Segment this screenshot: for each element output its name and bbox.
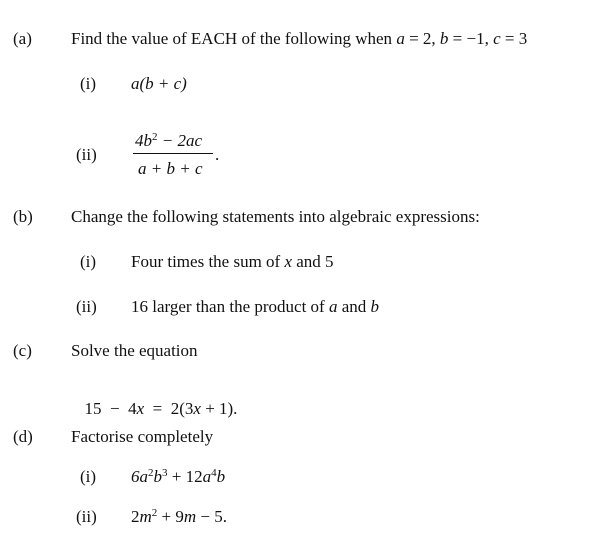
- part-a-ii-label: (ii): [76, 145, 97, 164]
- part-a-i-expression: a(b + c): [131, 74, 187, 93]
- exp: 2: [148, 467, 154, 479]
- exp: 4: [211, 467, 217, 479]
- part-a-question-text: Find the value of EACH of the following when: [71, 29, 393, 48]
- part-b-label: (b): [13, 207, 33, 226]
- var-b: b: [370, 297, 380, 316]
- part-a-ii-period: .: [215, 145, 220, 164]
- var-a: a: [328, 297, 338, 316]
- var-a: a: [396, 29, 405, 48]
- equation-lhs-num: 15 − 4: [84, 399, 137, 418]
- term-b: b: [216, 467, 226, 486]
- eq-c: = 3: [500, 29, 528, 48]
- var-x: x: [136, 399, 145, 418]
- fraction-bar: [133, 153, 213, 154]
- part-a-ii-numerator: [135, 132, 202, 149]
- plus-9: + 9: [157, 507, 184, 526]
- exp: 3: [162, 467, 168, 479]
- part-a-question: [71, 30, 527, 47]
- part-b-i-pre: Four times the sum of: [131, 252, 285, 271]
- eq-b: = −1,: [448, 29, 494, 48]
- part-d-i-label: (i): [80, 467, 97, 486]
- part-b-ii-text: [131, 298, 379, 315]
- part-a-ii-denominator: a + b + c: [138, 159, 203, 178]
- part-d-ii-label: (ii): [76, 507, 97, 526]
- part-d-i-expression: [131, 468, 225, 485]
- equation-eq: = 2(3: [144, 399, 194, 418]
- part-b-ii-pre: 16 larger than the product of: [131, 297, 329, 316]
- part-b-ii-label: (ii): [76, 297, 97, 316]
- part-d-ii-expression: [131, 508, 227, 525]
- part-d-question: Factorise completely: [71, 427, 214, 446]
- var-x: x: [284, 252, 293, 271]
- var-m: m: [139, 507, 152, 526]
- exp: 2: [151, 507, 158, 519]
- part-b-question: Change the following statements into algebraic expressions:: [71, 207, 480, 226]
- part-a-i-label: (i): [80, 74, 97, 93]
- part-c-question: Solve the equation: [71, 341, 198, 360]
- numerator-rest: − 2ac: [157, 131, 203, 150]
- numerator-4b: 4b: [135, 131, 152, 150]
- var-m: m: [183, 507, 197, 526]
- var-c: c: [493, 29, 501, 48]
- term-a: a: [202, 467, 212, 486]
- eq-a: = 2,: [404, 29, 440, 48]
- part-d-label: (d): [13, 427, 33, 446]
- term-6a: 6a: [131, 467, 148, 486]
- part-b-i-label: (i): [80, 252, 97, 271]
- var-x: x: [193, 399, 201, 418]
- term-b: b: [153, 467, 162, 486]
- part-b-ii-mid: and: [337, 297, 371, 316]
- plus-12: + 12: [167, 467, 203, 486]
- var-b: b: [439, 29, 449, 48]
- part-b-i-text: [131, 253, 334, 270]
- part-b-i-post: and 5: [292, 252, 334, 271]
- numerator-exponent: 2: [152, 131, 158, 143]
- part-c-label: (c): [13, 341, 32, 360]
- equation-rhs-tail: + 1).: [200, 399, 238, 418]
- part-a-label: (a): [13, 29, 32, 48]
- part-c-equation: [76, 383, 237, 417]
- minus-5: − 5.: [196, 507, 227, 526]
- coef-2: 2: [131, 507, 140, 526]
